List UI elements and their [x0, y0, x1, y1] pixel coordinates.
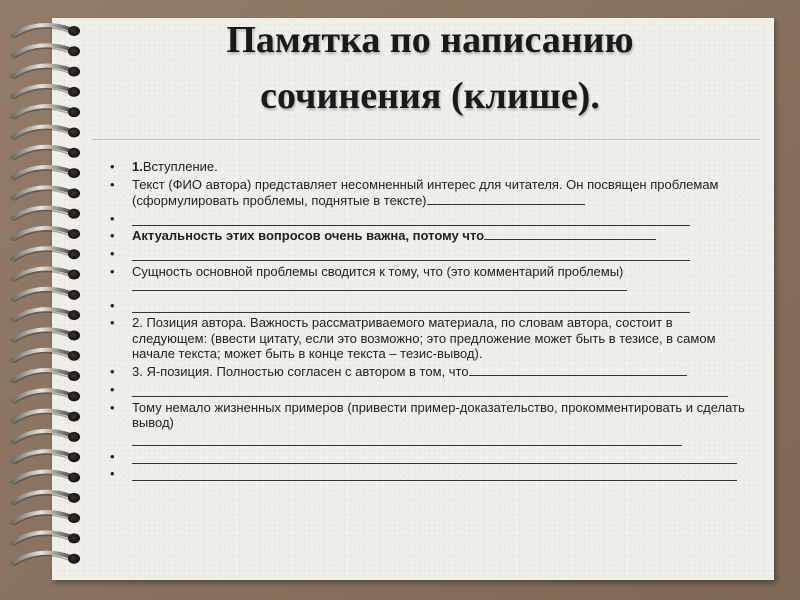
spiral-ring	[12, 228, 80, 241]
binding-hole	[68, 107, 80, 117]
bullet-marker: •	[110, 246, 115, 262]
spiral-ring	[12, 126, 80, 139]
list-item-text: 3. Я-позиция. Полностью согласен с автором в том, что	[132, 364, 469, 380]
bullet-marker: •	[110, 399, 115, 415]
spiral-ring	[12, 370, 80, 383]
list-item-problem-essence	[110, 264, 750, 295]
spiral-ring	[12, 411, 80, 424]
binding-hole	[68, 46, 80, 56]
spiral-ring	[12, 329, 80, 342]
binding-hole	[68, 371, 80, 381]
list-item-text: Актуальность этих вопросов очень важна, потому что	[132, 228, 485, 244]
list-item-text: Тому немало жизненных примеров (привести пример-доказательство, прокомментировать и сделать вывод)	[132, 399, 745, 431]
list-item-blank	[110, 211, 750, 226]
binding-hole	[68, 148, 80, 158]
spiral-ring	[12, 512, 80, 525]
spiral-ring	[12, 471, 80, 484]
binding-hole	[68, 452, 80, 462]
list-item-blank	[110, 382, 750, 397]
binding-hole	[68, 351, 80, 361]
spiral-ring	[12, 309, 80, 322]
fill-in-line	[132, 382, 728, 397]
spiral-ring	[12, 86, 80, 99]
bullet-marker: •	[110, 315, 115, 331]
spiral-ring	[12, 553, 80, 566]
binding-hole	[68, 168, 80, 178]
list-item-text: Сущность основной проблемы сводится к тому, что (это комментарий проблемы)	[132, 263, 624, 279]
fill-in-line	[484, 228, 656, 240]
binding-hole	[68, 127, 80, 137]
binding-hole	[68, 26, 80, 36]
fill-in-line	[132, 298, 690, 313]
binding-hole	[68, 493, 80, 503]
title-line-1: Памятка по написанию	[226, 19, 634, 61]
binding-hole	[68, 412, 80, 422]
spiral-binding-icon	[0, 18, 92, 580]
memo-list	[110, 159, 750, 484]
fill-in-line	[132, 431, 682, 446]
binding-hole	[68, 473, 80, 483]
spiral-ring	[12, 431, 80, 444]
spiral-ring	[12, 451, 80, 464]
bullet-marker: •	[110, 159, 115, 174]
list-item-blank	[110, 449, 750, 464]
list-item-blank	[110, 466, 750, 481]
spiral-ring	[12, 45, 80, 58]
binding-hole	[68, 513, 80, 523]
binding-hole	[68, 87, 80, 97]
list-item-my-position	[110, 364, 750, 380]
spiral-ring	[12, 248, 80, 261]
binding-hole	[68, 554, 80, 564]
bullet-marker: •	[110, 228, 115, 244]
spiral-ring	[12, 66, 80, 79]
list-item-text: Вступление.	[142, 159, 218, 174]
spiral-ring	[12, 208, 80, 221]
spiral-ring	[12, 532, 80, 545]
section-number: 1.	[132, 159, 143, 174]
spiral-ring	[12, 106, 80, 119]
spiral-ring	[12, 269, 80, 282]
title-line-2: сочинения (клише).	[260, 75, 600, 117]
binding-hole	[68, 290, 80, 300]
binding-hole	[68, 270, 80, 280]
list-item-relevance	[110, 228, 750, 244]
bullet-marker: •	[110, 177, 115, 193]
binding-hole	[68, 330, 80, 340]
list-item-author-position	[110, 315, 750, 362]
binding-hole	[68, 391, 80, 401]
bullet-marker: •	[110, 210, 115, 226]
binding-hole	[68, 209, 80, 219]
binding-hole	[68, 310, 80, 320]
list-item-text: Текст (ФИО автора) представляет несомненный интерес для читателя. Он посвящен проблемам (сформулировать проблемы, поднятые в тексте)	[132, 177, 719, 208]
list-item-examples	[110, 400, 750, 446]
binding-hole	[68, 67, 80, 77]
spiral-ring	[12, 25, 80, 38]
spiral-ring	[12, 350, 80, 363]
list-item-intro	[110, 159, 750, 175]
fill-in-line	[427, 193, 585, 205]
fill-in-line	[132, 466, 737, 481]
spiral-ring	[12, 147, 80, 160]
bullet-marker: •	[110, 297, 115, 313]
spiral-ring	[12, 390, 80, 403]
list-item-text: 2. Позиция автора. Важность рассматриваемого материала, по словам автора, состоит в следующем: (ввести цитату, если это возможно; это предложение может быть в тезисе, в самом начале текста; может быть в конце текста – тезис-вывод).	[132, 315, 716, 362]
fill-in-line	[469, 364, 687, 376]
spiral-ring	[12, 187, 80, 200]
binding-hole	[68, 188, 80, 198]
fill-in-line	[132, 279, 627, 291]
fill-in-line	[132, 449, 737, 464]
page-title	[100, 12, 760, 124]
bullet-marker: •	[110, 466, 115, 482]
binding-hole	[68, 249, 80, 259]
spiral-ring	[12, 167, 80, 180]
bullet-marker: •	[110, 364, 115, 380]
bullet-marker: •	[110, 263, 115, 279]
fill-in-line	[132, 246, 690, 261]
bullet-marker: •	[110, 448, 115, 464]
list-item-author-text	[110, 177, 750, 208]
binding-hole	[68, 533, 80, 543]
list-item-blank	[110, 298, 750, 313]
list-item-blank	[110, 246, 750, 261]
binding-hole	[68, 432, 80, 442]
binding-hole	[68, 229, 80, 239]
spiral-ring	[12, 492, 80, 505]
spiral-ring	[12, 289, 80, 302]
bullet-marker: •	[110, 382, 115, 398]
fill-in-line	[132, 211, 690, 226]
title-divider	[92, 139, 760, 140]
